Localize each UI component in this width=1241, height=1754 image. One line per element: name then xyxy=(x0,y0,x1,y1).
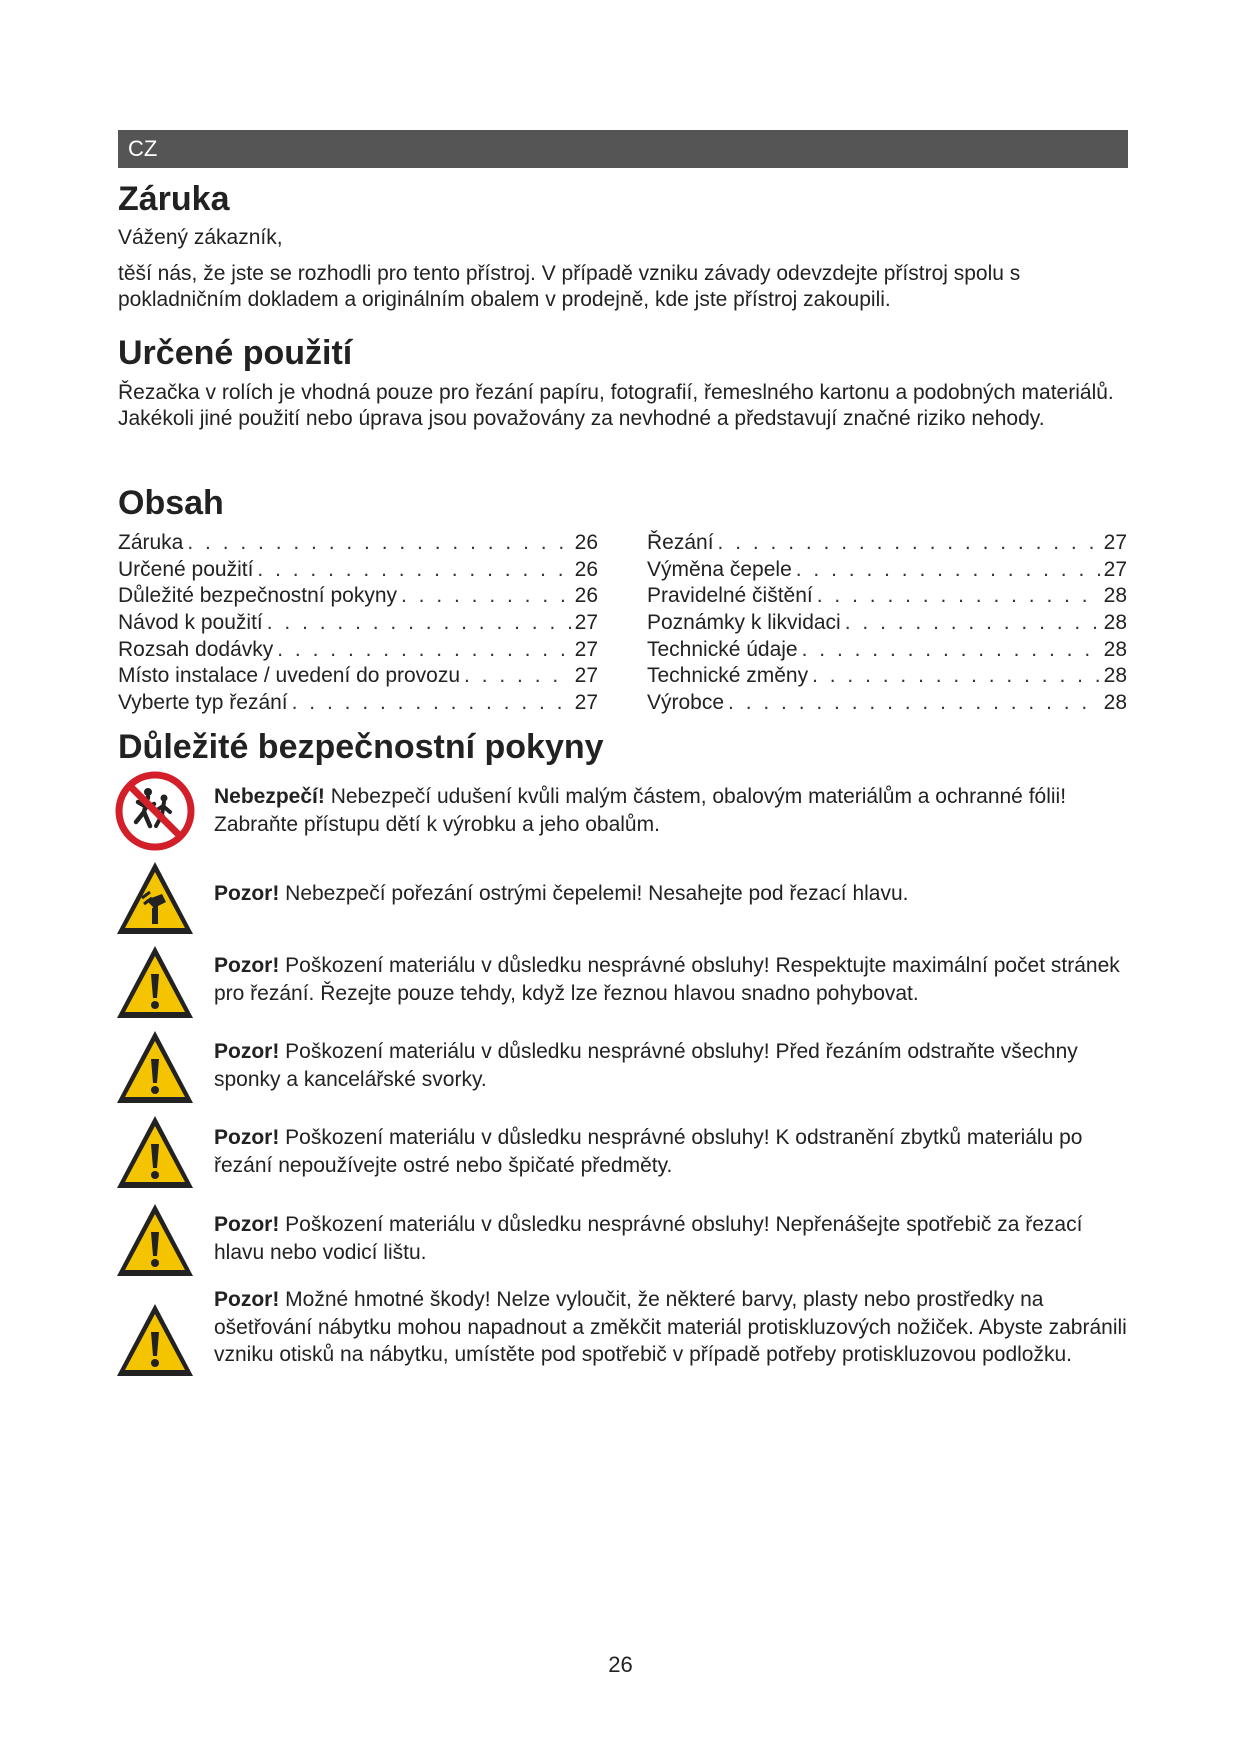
toc-entry[interactable]: Rozsah dodávky . . . 27 xyxy=(118,637,598,664)
toc-entry[interactable]: Poznámky k likvidaci . . . 28 xyxy=(647,610,1127,637)
toc-entry[interactable]: Výrobce . . . 28 xyxy=(647,690,1127,717)
warning-icon xyxy=(114,942,196,1024)
toc-left-column xyxy=(118,530,598,717)
toc-entry[interactable]: Návod k použití . . . 27 xyxy=(118,610,598,637)
warning-text: Pozor! Poškození materiálu v důsledku nesprávné obsluhy! Nepřenášejte spotřebič za řezací hlavu nebo vodicí lištu. xyxy=(214,1213,1083,1264)
toc-entry[interactable]: Místo instalace / uvedení do provozu . . . 27 xyxy=(118,663,598,690)
toc-right-column xyxy=(647,530,1127,717)
warning-icon xyxy=(114,1112,196,1194)
toc-entry[interactable]: Záruka . . . 26 xyxy=(118,530,598,557)
safety-heading: Důležité bezpečnostní pokyny xyxy=(118,728,604,766)
warning-text: Pozor! Nebezpečí pořezání ostrými čepelemi! Nesahejte pod řezací hlavu. xyxy=(214,882,909,905)
contents-heading: Obsah xyxy=(118,484,224,522)
toc-entry[interactable]: Technické údaje . . . 28 xyxy=(647,637,1127,664)
no-children-icon xyxy=(114,770,196,852)
toc-entry[interactable]: Vyberte typ řezání . . . 27 xyxy=(118,690,598,717)
warranty-heading: Záruka xyxy=(118,180,230,218)
intended-use-heading: Určené použití xyxy=(118,334,353,372)
warning-text: Pozor! Poškození materiálu v důsledku nesprávné obsluhy! Respektujte maximální počet stránek pro řezání. Řezejte pouze tehdy, když lze řeznou hlavou snadno pohybovat. xyxy=(214,954,1120,1005)
warning-text: Pozor! Poškození materiálu v důsledku nesprávné obsluhy! Před řezáním odstraňte všechny sponky a kancelářské svorky. xyxy=(214,1040,1078,1091)
language-label: CZ xyxy=(128,136,158,161)
toc-entry[interactable]: Technické změny . . . 28 xyxy=(647,663,1127,690)
warning-text: Nebezpečí! Nebezpečí udušení kvůli malým částem, obalovým materiálům a ochranné fólii! Zabraňte přístupu dětí k výrobku a jeho obalům. xyxy=(214,785,1067,836)
warranty-greeting: Vážený zákazník, xyxy=(118,226,283,249)
warning-icon xyxy=(114,1200,196,1282)
cut-hazard-icon xyxy=(114,858,196,940)
warranty-text: těší nás, že jste se rozhodli pro tento přístroj. V případě vzniku závady odevzdejte přístroj spolu s pokladničním dokladem a originálním obalem v prodejně, kde jste přístroj zakoupili. xyxy=(118,262,1021,311)
warning-text: Pozor! Možné hmotné škody! Nelze vyloučit, že některé barvy, plasty nebo prostředky na ošetřování nábytku mohou napadnout a změkčit materiál protiskluzových nožiček. Abyste zabránili vzniku otisků na nábytku, umístěte pod spotřebič v případě potřeby protiskluzovou podložku. xyxy=(214,1288,1127,1366)
page-number: 26 xyxy=(608,1652,633,1677)
toc-entry[interactable]: Výměna čepele . . . 27 xyxy=(647,557,1127,584)
intended-use-text: Řezačka v rolích je vhodná pouze pro řezání papíru, fotografií, řemeslného kartonu a podobných materiálů. Jakékoli jiné použití nebo úprava jsou považovány za nevhodné a představují značné riziko nehody. xyxy=(118,381,1114,430)
warning-icon xyxy=(114,1300,196,1382)
warning-text: Pozor! Poškození materiálu v důsledku nesprávné obsluhy! K odstranění zbytků materiálu po řezání nepoužívejte ostré nebo špičaté předměty. xyxy=(214,1126,1083,1177)
toc-entry[interactable]: Důležité bezpečnostní pokyny . . . 26 xyxy=(118,583,598,610)
toc-entry[interactable]: Pravidelné čištění . . . 28 xyxy=(647,583,1127,610)
toc-entry[interactable]: Určené použití . . . 26 xyxy=(118,557,598,584)
toc-entry[interactable]: Řezání . . . 27 xyxy=(647,530,1127,557)
language-header-bar xyxy=(118,130,1128,168)
warning-icon xyxy=(114,1027,196,1109)
